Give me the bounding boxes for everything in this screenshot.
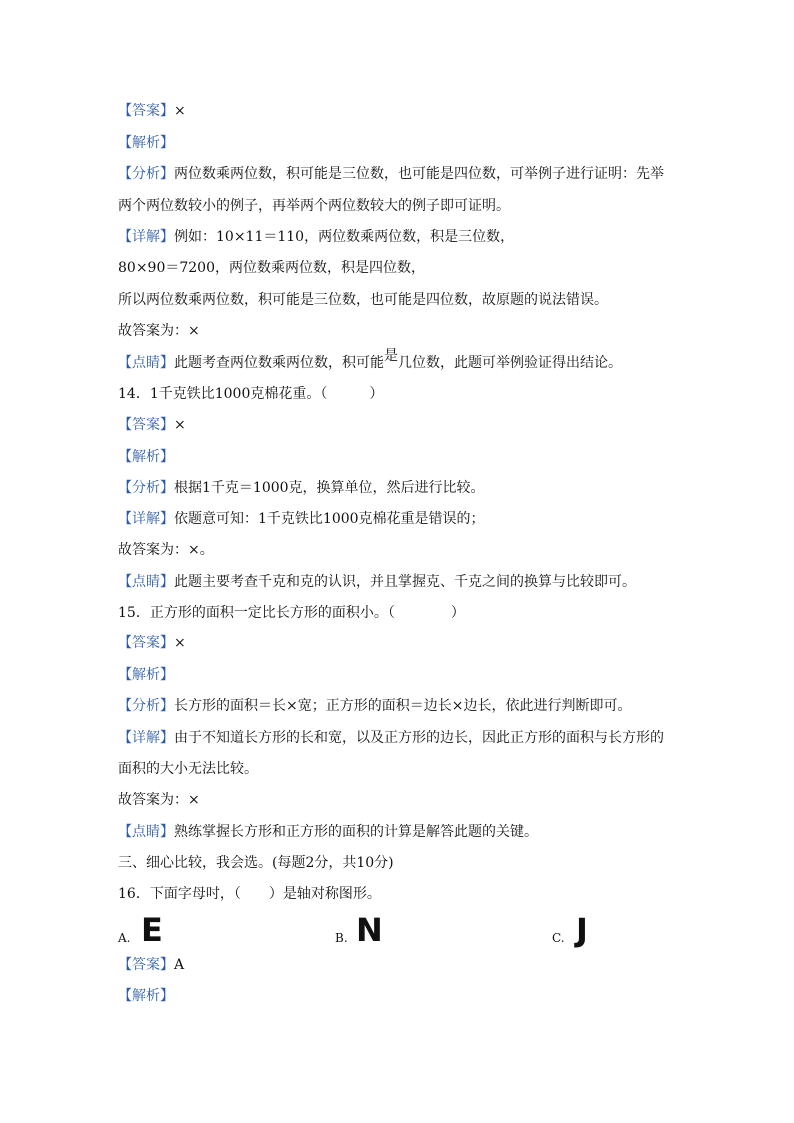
analysis-tag: 【解析】 bbox=[118, 135, 174, 151]
dianjing-tag: 【点睛】 bbox=[118, 355, 174, 371]
q15-xiangjie-line-2: 面积的大小无法比较。 bbox=[118, 761, 258, 777]
q15-xiangjie-line-1 bbox=[118, 728, 664, 748]
q13-fenxi-text-1: 两位数乘两位数，积可能是三位数，也可能是四位数，可举例子进行证明：先举 bbox=[174, 166, 664, 182]
q13-dianjing-line bbox=[118, 348, 622, 373]
dianjing-tag: 【点睛】 bbox=[118, 824, 174, 840]
q15-fenxi-text: 长方形的面积＝长×宽；正方形的面积＝边长×边长，依此进行判断即可。 bbox=[174, 698, 632, 714]
xiangjie-tag: 【详解】 bbox=[118, 511, 174, 527]
q13-conclusion: 故答案为：× bbox=[118, 323, 200, 339]
q13-dianjing-c: 几位数，此题可举例验证得出结论。 bbox=[398, 355, 622, 371]
q16-option-c-letter: J bbox=[576, 911, 588, 949]
q14-fenxi-line bbox=[118, 478, 485, 498]
q16-option-c-label: C. bbox=[552, 931, 565, 945]
answer-tag: 【答案】 bbox=[118, 103, 174, 119]
q13-answer: × bbox=[174, 103, 186, 119]
section3-title: 三、细心比较，我会选。(每题2分，共10分) bbox=[118, 855, 394, 871]
q14-fenxi-text: 根据1千克＝1000克，换算单位，然后进行比较。 bbox=[174, 480, 485, 496]
q14-question: 14．1千克铁比1000克棉花重。（ ） bbox=[118, 386, 384, 402]
q16-answer: A bbox=[174, 957, 185, 973]
fenxi-tag: 【分析】 bbox=[118, 166, 174, 182]
analysis-tag: 【解析】 bbox=[118, 988, 174, 1004]
xiangjie-tag: 【详解】 bbox=[118, 229, 174, 245]
q13-fenxi-line-1 bbox=[118, 164, 664, 184]
q14-answer: × bbox=[174, 417, 186, 433]
q15-xiangjie-text-1: 由于不知道长方形的长和宽，以及正方形的边长，因此正方形的面积与长方形的 bbox=[174, 730, 664, 746]
q13-answer-line bbox=[118, 101, 186, 121]
q13-dianjing-b: 是 bbox=[384, 348, 398, 364]
q13-xiangjie-line-2: 80×90＝7200，两位数乘两位数，积是四位数， bbox=[118, 260, 425, 276]
analysis-tag: 【解析】 bbox=[118, 449, 174, 465]
xiangjie-tag: 【详解】 bbox=[118, 730, 174, 746]
q13-xiangjie-text-1: 例如：10×11＝110，两位数乘两位数，积是三位数， bbox=[174, 229, 515, 245]
q15-analysis-line bbox=[118, 665, 174, 685]
q14-conclusion: 故答案为：×。 bbox=[118, 542, 214, 558]
q16-question: 16．下面字母吋，（ ）是轴对称图形。 bbox=[118, 886, 381, 902]
q15-dianjing-text: 熟练掌握长方形和正方形的面积的计算是解答此题的关键。 bbox=[174, 824, 538, 840]
dianjing-tag: 【点睛】 bbox=[118, 574, 174, 590]
q14-answer-line bbox=[118, 415, 186, 435]
answer-tag: 【答案】 bbox=[118, 417, 174, 433]
q15-answer-line bbox=[118, 633, 186, 653]
q16-analysis-line bbox=[118, 986, 174, 1006]
q14-dianjing-line bbox=[118, 572, 636, 592]
q14-dianjing-text: 此题主要考查千克和克的认识，并且掌握克、千克之间的换算与比较即可。 bbox=[174, 574, 636, 590]
q16-option-a-label: A. bbox=[118, 931, 131, 945]
answer-tag: 【答案】 bbox=[118, 635, 174, 651]
q15-question: 15．正方形的面积一定比长方形的面积小。（ ） bbox=[118, 605, 465, 621]
q16-option-a-letter: E bbox=[141, 911, 163, 949]
q15-answer: × bbox=[174, 635, 186, 651]
q14-analysis-line bbox=[118, 447, 174, 467]
q13-xiangjie-line-3: 所以两位数乘两位数，积可能是三位数，也可能是四位数，故原题的说法错误。 bbox=[118, 292, 608, 308]
answer-tag: 【答案】 bbox=[118, 957, 174, 973]
fenxi-tag: 【分析】 bbox=[118, 698, 174, 714]
q13-dianjing-a: 此题考查两位数乘两位数，积可能 bbox=[174, 355, 384, 371]
q15-conclusion: 故答案为：× bbox=[118, 792, 200, 808]
q16-option-b-letter: N bbox=[356, 911, 383, 949]
q14-xiangjie-text: 依题意可知：1千克铁比1000克棉花重是错误的； bbox=[174, 511, 485, 527]
q15-fenxi-line bbox=[118, 696, 631, 716]
q13-xiangjie-line-1 bbox=[118, 227, 514, 247]
fenxi-tag: 【分析】 bbox=[118, 480, 174, 496]
analysis-tag: 【解析】 bbox=[118, 667, 174, 683]
q13-analysis-line bbox=[118, 133, 174, 153]
q15-dianjing-line bbox=[118, 822, 538, 842]
q14-xiangjie-line bbox=[118, 509, 485, 529]
q16-answer-line bbox=[118, 955, 184, 975]
q16-option-b-label: B. bbox=[335, 931, 348, 945]
q13-fenxi-line-2: 两个两位数较小的例子，再举两个两位数较大的例子即可证明。 bbox=[118, 198, 510, 214]
